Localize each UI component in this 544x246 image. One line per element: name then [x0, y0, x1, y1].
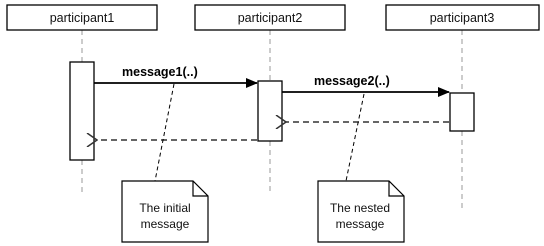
participant-box-1 [7, 5, 157, 30]
participant-box-2 [195, 5, 345, 30]
note-1-line2: message [140, 217, 190, 231]
participant-box-3 [386, 5, 539, 30]
note-2 [318, 181, 404, 242]
message-label-1: message1(..) [122, 65, 198, 79]
note-1 [122, 181, 208, 242]
message-label-2: message2(..) [314, 74, 390, 88]
activation-bar-participant3 [450, 93, 474, 131]
note-2-line1: The nested [329, 201, 391, 215]
activation-bar-participant2 [258, 81, 282, 141]
note-connector-1 [155, 84, 174, 181]
participant-label-3: participant3 [429, 11, 495, 25]
participant-label-2: participant2 [237, 11, 303, 25]
note-1-line1: The initial [139, 201, 191, 215]
activation-bar-participant1 [70, 62, 94, 160]
note-2-line2: message [335, 217, 385, 231]
note-connector-2 [346, 94, 364, 181]
participant-label-1: participant1 [49, 11, 115, 25]
